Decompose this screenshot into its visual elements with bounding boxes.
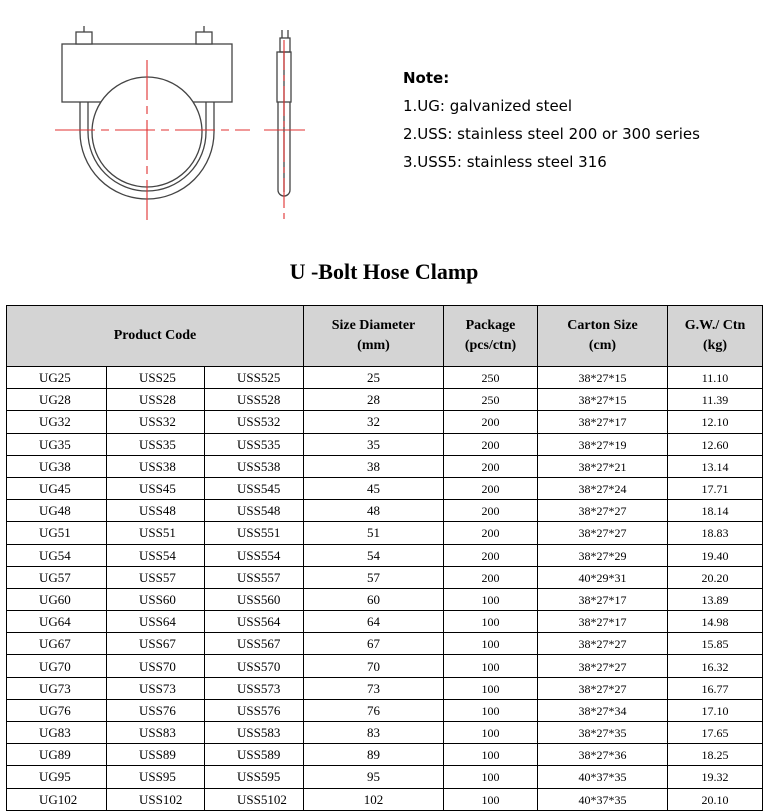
size-diameter: 76 bbox=[304, 699, 444, 721]
ug-code: UG60 bbox=[7, 588, 107, 610]
gross-weight: 18.83 bbox=[668, 522, 763, 544]
ug-code: UG67 bbox=[7, 633, 107, 655]
package-qty: 200 bbox=[444, 566, 538, 588]
note-title: Note: bbox=[403, 69, 450, 87]
table-row bbox=[7, 611, 763, 633]
package-qty: 200 bbox=[444, 522, 538, 544]
carton-size: 38*27*19 bbox=[538, 433, 668, 455]
size-diameter: 89 bbox=[304, 744, 444, 766]
gross-weight: 19.32 bbox=[668, 766, 763, 788]
size-diameter: 67 bbox=[304, 633, 444, 655]
ug-code: UG95 bbox=[7, 766, 107, 788]
package-qty: 100 bbox=[444, 766, 538, 788]
uss5-code: USS528 bbox=[205, 389, 304, 411]
ug-code: UG51 bbox=[7, 522, 107, 544]
carton-size: 38*27*27 bbox=[538, 677, 668, 699]
uss-code: USS67 bbox=[107, 633, 205, 655]
size-diameter: 83 bbox=[304, 722, 444, 744]
uss-code: USS60 bbox=[107, 588, 205, 610]
package-qty: 200 bbox=[444, 433, 538, 455]
ug-code: UG64 bbox=[7, 611, 107, 633]
gross-weight: 17.10 bbox=[668, 699, 763, 721]
header-size-diameter bbox=[304, 306, 444, 367]
ug-code: UG45 bbox=[7, 477, 107, 499]
gross-weight: 20.20 bbox=[668, 566, 763, 588]
ug-code: UG89 bbox=[7, 744, 107, 766]
uss5-code: USS545 bbox=[205, 477, 304, 499]
package-qty: 200 bbox=[444, 455, 538, 477]
gross-weight: 11.39 bbox=[668, 389, 763, 411]
ug-code: UG28 bbox=[7, 389, 107, 411]
ug-code: UG102 bbox=[7, 788, 107, 810]
gross-weight: 17.65 bbox=[668, 722, 763, 744]
size-diameter: 57 bbox=[304, 566, 444, 588]
ug-code: UG25 bbox=[7, 367, 107, 389]
uss5-code: USS564 bbox=[205, 611, 304, 633]
table-row bbox=[7, 566, 763, 588]
carton-size: 40*29*31 bbox=[538, 566, 668, 588]
carton-size: 38*27*21 bbox=[538, 455, 668, 477]
gross-weight: 18.25 bbox=[668, 744, 763, 766]
gross-weight: 19.40 bbox=[668, 544, 763, 566]
header-unit: (pcs/ctn) bbox=[464, 338, 517, 353]
uss-code: USS54 bbox=[107, 544, 205, 566]
package-qty: 200 bbox=[444, 477, 538, 499]
ug-code: UG70 bbox=[7, 655, 107, 677]
table-row bbox=[7, 433, 763, 455]
carton-size: 38*27*17 bbox=[538, 611, 668, 633]
size-diameter: 73 bbox=[304, 677, 444, 699]
carton-size: 38*27*17 bbox=[538, 411, 668, 433]
table-row bbox=[7, 411, 763, 433]
size-diameter: 38 bbox=[304, 455, 444, 477]
uss5-code: USS525 bbox=[205, 367, 304, 389]
size-diameter: 64 bbox=[304, 611, 444, 633]
package-qty: 100 bbox=[444, 655, 538, 677]
header-unit: (mm) bbox=[357, 338, 390, 353]
clamp-technical-drawing bbox=[40, 20, 340, 230]
spec-table bbox=[6, 305, 763, 811]
uss5-code: USS595 bbox=[205, 766, 304, 788]
uss5-code: USS554 bbox=[205, 544, 304, 566]
header-label: Size Diameter bbox=[331, 318, 416, 333]
table-row bbox=[7, 655, 763, 677]
gross-weight: 18.14 bbox=[668, 500, 763, 522]
carton-size: 38*27*29 bbox=[538, 544, 668, 566]
package-qty: 100 bbox=[444, 788, 538, 810]
table-row bbox=[7, 389, 763, 411]
package-qty: 100 bbox=[444, 633, 538, 655]
uss-code: USS38 bbox=[107, 455, 205, 477]
table-row bbox=[7, 455, 763, 477]
size-diameter: 95 bbox=[304, 766, 444, 788]
uss5-code: USS589 bbox=[205, 744, 304, 766]
uss5-code: USS538 bbox=[205, 455, 304, 477]
table-row bbox=[7, 766, 763, 788]
note-line: 3.USS5: stainless steel 316 bbox=[403, 153, 607, 171]
carton-size: 38*27*27 bbox=[538, 500, 668, 522]
carton-size: 38*27*15 bbox=[538, 389, 668, 411]
carton-size: 38*27*17 bbox=[538, 588, 668, 610]
note-block bbox=[403, 64, 700, 176]
size-diameter: 48 bbox=[304, 500, 444, 522]
gross-weight: 13.14 bbox=[668, 455, 763, 477]
package-qty: 100 bbox=[444, 677, 538, 699]
size-diameter: 25 bbox=[304, 367, 444, 389]
gross-weight: 13.89 bbox=[668, 588, 763, 610]
package-qty: 250 bbox=[444, 367, 538, 389]
uss5-code: USS576 bbox=[205, 699, 304, 721]
carton-size: 38*27*15 bbox=[538, 367, 668, 389]
package-qty: 100 bbox=[444, 722, 538, 744]
gross-weight: 17.71 bbox=[668, 477, 763, 499]
size-diameter: 70 bbox=[304, 655, 444, 677]
note-line: 1.UG: galvanized steel bbox=[403, 97, 573, 115]
package-qty: 200 bbox=[444, 411, 538, 433]
table-row bbox=[7, 633, 763, 655]
gross-weight: 11.10 bbox=[668, 367, 763, 389]
ug-code: UG38 bbox=[7, 455, 107, 477]
gross-weight: 16.32 bbox=[668, 655, 763, 677]
ug-code: UG73 bbox=[7, 677, 107, 699]
header-product-code: Product Code bbox=[7, 306, 304, 367]
table-row bbox=[7, 500, 763, 522]
ug-code: UG83 bbox=[7, 722, 107, 744]
uss5-code: USS567 bbox=[205, 633, 304, 655]
carton-size: 38*27*34 bbox=[538, 699, 668, 721]
table-row bbox=[7, 744, 763, 766]
uss5-code: USS532 bbox=[205, 411, 304, 433]
size-diameter: 102 bbox=[304, 788, 444, 810]
ug-code: UG76 bbox=[7, 699, 107, 721]
table-row bbox=[7, 788, 763, 810]
package-qty: 100 bbox=[444, 588, 538, 610]
uss-code: USS45 bbox=[107, 477, 205, 499]
header-package bbox=[444, 306, 538, 367]
size-diameter: 28 bbox=[304, 389, 444, 411]
carton-size: 40*37*35 bbox=[538, 788, 668, 810]
uss-code: USS51 bbox=[107, 522, 205, 544]
table-row bbox=[7, 522, 763, 544]
gross-weight: 12.60 bbox=[668, 433, 763, 455]
size-diameter: 45 bbox=[304, 477, 444, 499]
uss-code: USS35 bbox=[107, 433, 205, 455]
header-carton-size bbox=[538, 306, 668, 367]
package-qty: 100 bbox=[444, 611, 538, 633]
carton-size: 38*27*35 bbox=[538, 722, 668, 744]
table-row bbox=[7, 722, 763, 744]
uss-code: USS57 bbox=[107, 566, 205, 588]
uss5-code: USS5102 bbox=[205, 788, 304, 810]
carton-size: 38*27*27 bbox=[538, 522, 668, 544]
gross-weight: 12.10 bbox=[668, 411, 763, 433]
uss5-code: USS560 bbox=[205, 588, 304, 610]
header-label: Carton Size bbox=[567, 318, 638, 333]
header-unit: (cm) bbox=[588, 338, 617, 353]
carton-size: 40*37*35 bbox=[538, 766, 668, 788]
uss5-code: USS557 bbox=[205, 566, 304, 588]
gross-weight: 20.10 bbox=[668, 788, 763, 810]
uss5-code: USS570 bbox=[205, 655, 304, 677]
page-title: U -Bolt Hose Clamp bbox=[289, 259, 479, 284]
uss-code: USS32 bbox=[107, 411, 205, 433]
table-row bbox=[7, 477, 763, 499]
size-diameter: 32 bbox=[304, 411, 444, 433]
table-row bbox=[7, 699, 763, 721]
table-row bbox=[7, 677, 763, 699]
carton-size: 38*27*36 bbox=[538, 744, 668, 766]
uss5-code: USS573 bbox=[205, 677, 304, 699]
uss5-code: USS551 bbox=[205, 522, 304, 544]
ug-code: UG54 bbox=[7, 544, 107, 566]
table-row bbox=[7, 544, 763, 566]
size-diameter: 51 bbox=[304, 522, 444, 544]
table-row bbox=[7, 588, 763, 610]
package-qty: 200 bbox=[444, 544, 538, 566]
table-header-row bbox=[7, 306, 763, 367]
ug-code: UG35 bbox=[7, 433, 107, 455]
uss-code: USS76 bbox=[107, 699, 205, 721]
header-label: G.W./ Ctn bbox=[684, 318, 746, 333]
note-line: 2.USS: stainless steel 200 or 300 series bbox=[403, 125, 700, 143]
gross-weight: 14.98 bbox=[668, 611, 763, 633]
ug-code: UG48 bbox=[7, 500, 107, 522]
header-gross-weight bbox=[668, 306, 763, 367]
carton-size: 38*27*24 bbox=[538, 477, 668, 499]
uss5-code: USS583 bbox=[205, 722, 304, 744]
uss-code: USS25 bbox=[107, 367, 205, 389]
gross-weight: 15.85 bbox=[668, 633, 763, 655]
package-qty: 100 bbox=[444, 744, 538, 766]
package-qty: 100 bbox=[444, 699, 538, 721]
uss-code: USS73 bbox=[107, 677, 205, 699]
header-label: Package bbox=[465, 318, 516, 333]
uss-code: USS70 bbox=[107, 655, 205, 677]
size-diameter: 35 bbox=[304, 433, 444, 455]
uss5-code: USS548 bbox=[205, 500, 304, 522]
header-unit: (kg) bbox=[702, 338, 728, 353]
package-qty: 250 bbox=[444, 389, 538, 411]
carton-size: 38*27*27 bbox=[538, 655, 668, 677]
size-diameter: 60 bbox=[304, 588, 444, 610]
ug-code: UG32 bbox=[7, 411, 107, 433]
uss-code: USS64 bbox=[107, 611, 205, 633]
ug-code: UG57 bbox=[7, 566, 107, 588]
uss-code: USS89 bbox=[107, 744, 205, 766]
package-qty: 200 bbox=[444, 500, 538, 522]
uss-code: USS95 bbox=[107, 766, 205, 788]
uss-code: USS83 bbox=[107, 722, 205, 744]
size-diameter: 54 bbox=[304, 544, 444, 566]
uss-code: USS102 bbox=[107, 788, 205, 810]
carton-size: 38*27*27 bbox=[538, 633, 668, 655]
table-row bbox=[7, 367, 763, 389]
gross-weight: 16.77 bbox=[668, 677, 763, 699]
uss-code: USS28 bbox=[107, 389, 205, 411]
uss-code: USS48 bbox=[107, 500, 205, 522]
uss5-code: USS535 bbox=[205, 433, 304, 455]
